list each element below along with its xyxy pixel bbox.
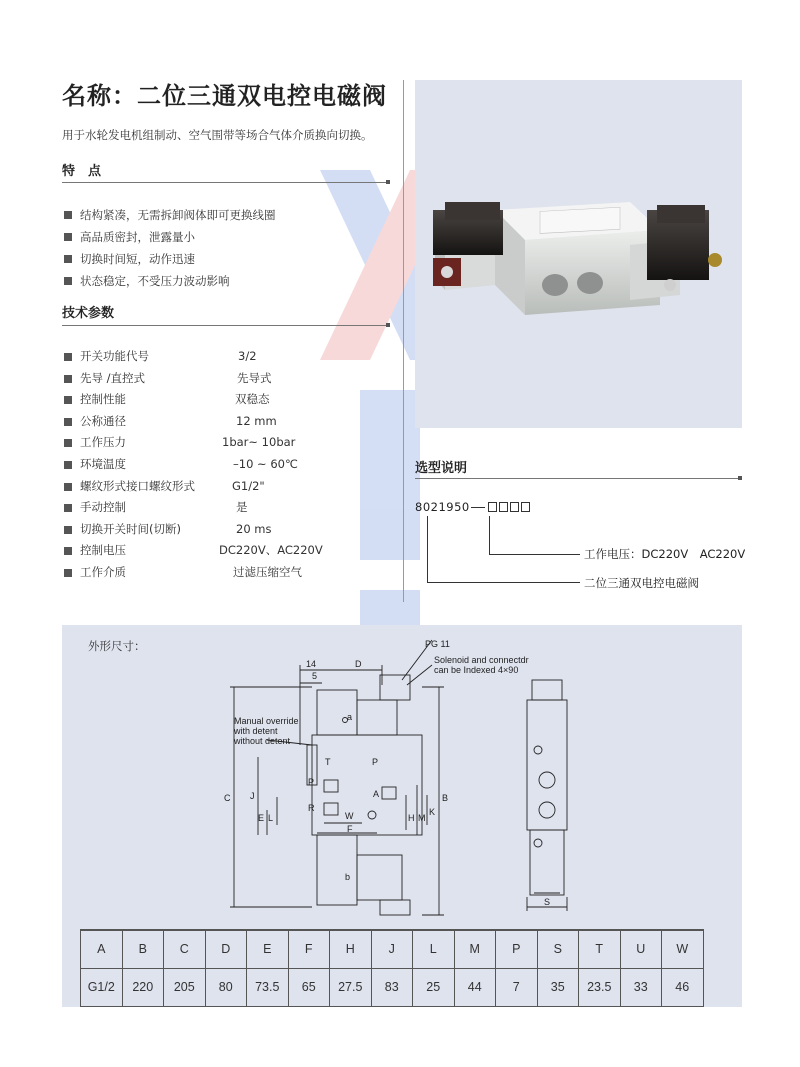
dim-C: C: [224, 793, 231, 803]
table-value-cell: 80: [205, 968, 247, 1006]
param-label: 工作压力: [80, 435, 126, 450]
feature-item: 高品质密封，泄露量小: [64, 226, 276, 248]
table-value-cell: 83: [371, 968, 413, 1006]
dim-K: K: [429, 807, 436, 817]
features-heading: 特 点: [62, 164, 102, 179]
column-divider: [403, 80, 404, 602]
dim-F: F: [347, 824, 353, 834]
selection-heading: 选型说明: [415, 461, 468, 476]
param-label: 切换开关时间(切断): [80, 521, 181, 536]
table-value-cell: 46: [662, 968, 704, 1006]
param-label: 控制电压: [80, 543, 126, 558]
table-header-cell: D: [205, 930, 247, 968]
table-header-cell: C: [164, 930, 206, 968]
selection-divider: [415, 478, 738, 479]
code-dash: [471, 507, 485, 508]
table-value-cell: 44: [454, 968, 496, 1006]
params-divider: [62, 325, 386, 326]
param-value: 过滤压缩空气: [233, 564, 302, 579]
param-label: 先导 /直控式: [80, 370, 146, 385]
model-code: [415, 500, 530, 514]
feature-item: 状态稳定，不受压力波动影响: [64, 270, 276, 292]
param-label: 手动控制: [80, 500, 126, 515]
param-label: 开关功能代号: [80, 349, 149, 363]
dim-P-top: P: [372, 757, 379, 767]
table-value-cell: 27.5: [330, 968, 372, 1006]
code-box: [499, 502, 508, 512]
manual-annotation-2: with detent: [234, 726, 278, 736]
table-header-cell: J: [371, 930, 413, 968]
dim-T: T: [325, 757, 331, 767]
param-label: 控制性能: [80, 392, 126, 407]
table-header-cell: U: [620, 930, 662, 968]
manual-annotation-3: without detent: [234, 736, 291, 746]
intro-text: 用于水轮发电机组制动、空气围带等场合气体介质换向切换。: [62, 128, 373, 142]
type-note: 二位三通双电控电磁阀: [584, 576, 699, 590]
table-value-cell: G1/2: [81, 968, 123, 1006]
param-label: 环境温度: [80, 456, 126, 471]
param-label: 螺纹形式接口螺纹形式: [80, 478, 195, 493]
param-value: 先导式: [237, 370, 272, 385]
dim-E: E: [258, 813, 265, 823]
solenoid-b-label: b: [345, 872, 351, 882]
leader-line: [427, 582, 580, 583]
table-header-cell: H: [330, 930, 372, 968]
leader-line: [489, 554, 580, 555]
table-value-cell: 33: [620, 968, 662, 1006]
table-header-cell: B: [122, 930, 164, 968]
table-value-cell: 205: [164, 968, 206, 1006]
dimension-table: [80, 929, 704, 1007]
solenoid-a-label: a: [347, 712, 353, 722]
model-code-text: 8021950: [415, 500, 470, 514]
feature-item: 结构紧凑，无需拆卸阀体即可更换线圈: [64, 204, 276, 226]
solenoid-annotation-2: can be Indexed 4×90: [434, 665, 519, 675]
table-value-cell: 7: [496, 968, 538, 1006]
param-value: 双稳态: [235, 392, 270, 407]
table-header-cell: P: [496, 930, 538, 968]
dimension-drawing: [62, 625, 742, 925]
manual-annotation-1: Manual override: [234, 716, 299, 726]
table-value-row: [81, 968, 704, 1006]
features-list: [64, 204, 276, 292]
table-header-cell: W: [662, 930, 704, 968]
leader-line: [427, 516, 428, 582]
param-value: 3/2: [238, 349, 257, 363]
code-box: [488, 502, 497, 512]
dimension-label: 外形尺寸：: [88, 639, 146, 653]
param-value: 20 ms: [236, 521, 272, 536]
table-header-cell: M: [454, 930, 496, 968]
table-header-cell: L: [413, 930, 455, 968]
param-value: 12 mm: [236, 413, 277, 428]
dim-J: J: [250, 791, 255, 801]
dim-P: P: [308, 777, 315, 787]
dim-L: L: [268, 813, 274, 823]
params-heading: 技术参数: [62, 306, 115, 321]
table-header-cell: A: [81, 930, 123, 968]
dim-D: D: [355, 659, 362, 669]
param-value: 1bar~ 10bar: [222, 435, 296, 450]
dim-H: H: [408, 813, 415, 823]
table-value-cell: 65: [288, 968, 330, 1006]
table-value-cell: 220: [122, 968, 164, 1006]
param-label: 工作介质: [80, 564, 126, 579]
dim-M: M: [418, 813, 426, 823]
param-label: 公称通径: [80, 413, 126, 428]
dim-S: S: [544, 897, 551, 907]
code-box: [510, 502, 519, 512]
table-header-row: [81, 930, 704, 968]
table-value-cell: 35: [537, 968, 579, 1006]
code-box: [521, 502, 530, 512]
table-header-cell: S: [537, 930, 579, 968]
param-value: –10 ~ 60℃: [233, 456, 298, 471]
param-value: DC220V、AC220V: [219, 543, 323, 558]
voltage-note: 工作电压：DC220V AC220V: [584, 547, 746, 561]
dim-14: 14: [306, 659, 317, 669]
features-divider: [62, 182, 386, 183]
dim-W: W: [345, 811, 354, 821]
table-header-cell: E: [247, 930, 289, 968]
param-value: 是: [236, 500, 248, 515]
pg-annotation: PG 11: [425, 639, 450, 649]
table-header-cell: F: [288, 930, 330, 968]
solenoid-annotation-1: Solenoid and connectdr: [434, 655, 529, 665]
table-value-cell: 25: [413, 968, 455, 1006]
param-value: G1/2": [232, 478, 265, 493]
page-title: 名称：二位三通双电控电磁阀: [62, 82, 387, 110]
product-photo-panel: [415, 80, 742, 428]
dim-5: 5: [312, 671, 318, 681]
table-value-cell: 73.5: [247, 968, 289, 1006]
dim-A: A: [373, 789, 380, 799]
table-value-cell: 23.5: [579, 968, 621, 1006]
feature-item: 切换时间短，动作迅速: [64, 248, 276, 270]
leader-line: [489, 516, 490, 554]
dim-B: B: [442, 793, 449, 803]
solenoid-valve-image: [415, 80, 742, 428]
table-header-cell: T: [579, 930, 621, 968]
dim-R: R: [308, 803, 315, 813]
